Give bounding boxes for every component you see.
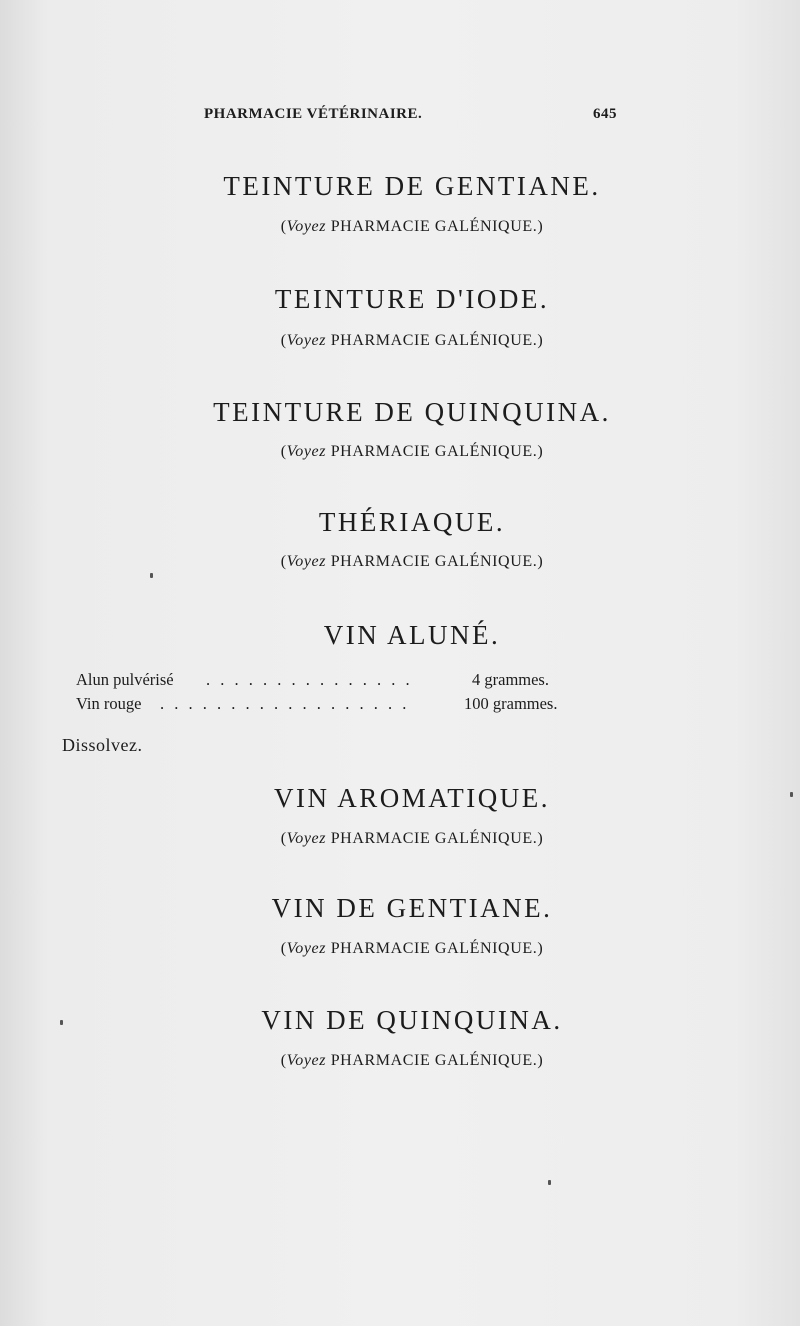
voyez-label: Voyez [286,218,327,235]
ref-text: PHARMACIE GALÉNIQUE. [330,830,538,847]
voyez-label: Voyez [286,553,327,570]
ingredient-name: Vin rouge [76,694,142,713]
recipe-table [76,670,576,718]
entry-title-teinture-gentiane: TEINTURE DE GENTIANE. [223,171,601,201]
entry-title-vin-alune: VIN ALUNÉ. [323,620,501,650]
entry-title-vin-aromatique: VIN AROMATIQUE. [274,783,550,813]
ingredient-quantity: 100 grammes. [464,694,558,713]
recipe-row [76,694,576,718]
entry-title-teinture-iode: TEINTURE D'IODE. [274,284,550,314]
entry-ref-vin-aromatique: (Voyez PHARMACIE GALÉNIQUE.) [280,830,544,847]
ref-text: PHARMACIE GALÉNIQUE. [330,940,538,957]
entry-title-teinture-quinquina: TEINTURE DE QUINQUINA. [213,397,611,427]
entry-ref-theriaque: (Voyez PHARMACIE GALÉNIQUE.) [280,553,544,570]
leader-dots: . . . . . . . . . . . . . . . [206,670,413,689]
voyez-label: Voyez [286,1052,327,1069]
entry-ref-vin-quinquina: (Voyez PHARMACIE GALÉNIQUE.) [280,1052,544,1069]
entry-title-vin-gentiane: VIN DE GENTIANE. [271,893,553,923]
ref-text: PHARMACIE GALÉNIQUE. [330,218,538,235]
entry-title-theriaque: THÉRIAQUE. [318,507,506,537]
ref-text: PHARMACIE GALÉNIQUE. [330,1052,538,1069]
print-speck [60,1020,63,1025]
entry-ref-vin-gentiane: (Voyez PHARMACIE GALÉNIQUE.) [280,940,544,957]
print-speck [790,792,793,797]
leader-dots: . . . . . . . . . . . . . . . . . . [160,694,410,713]
ref-text: PHARMACIE GALÉNIQUE. [330,553,538,570]
entry-title-vin-quinquina: VIN DE QUINQUINA. [261,1005,563,1035]
voyez-label: Voyez [286,940,327,957]
print-speck [548,1180,551,1185]
ref-text: PHARMACIE GALÉNIQUE. [330,332,538,349]
entry-ref-teinture-quinquina: (Voyez PHARMACIE GALÉNIQUE.) [280,443,544,460]
voyez-label: Voyez [286,830,327,847]
ref-text: PHARMACIE GALÉNIQUE. [330,443,538,460]
voyez-label: Voyez [286,443,327,460]
ingredient-quantity: 4 grammes. [472,670,549,689]
ingredient-name: Alun pulvérisé [76,670,174,689]
entry-ref-teinture-iode: (Voyez PHARMACIE GALÉNIQUE.) [280,332,544,349]
recipe-row [76,670,576,694]
voyez-label: Voyez [286,332,327,349]
recipe-instruction: Dissolvez. [62,735,143,755]
entry-ref-teinture-gentiane: (Voyez PHARMACIE GALÉNIQUE.) [280,218,544,235]
running-head-title: PHARMACIE VÉTÉRINAIRE. [204,106,423,122]
print-speck [150,573,153,578]
page-number: 645 [593,106,617,122]
